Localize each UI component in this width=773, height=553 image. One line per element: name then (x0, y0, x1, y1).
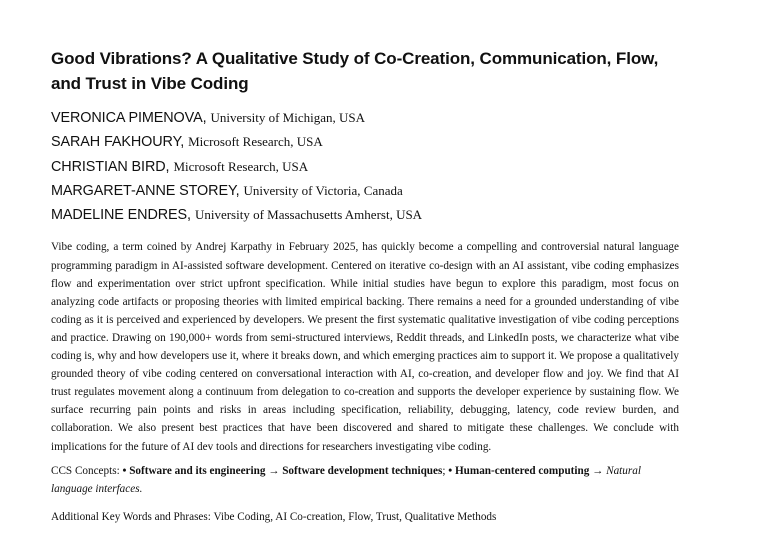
author-entry (51, 155, 679, 179)
keywords: Additional Key Words and Phrases: Vibe Coding, AI Co-creation, Flow, Trust, Qualitative Methods (51, 510, 497, 523)
ccs-end: . (139, 482, 143, 495)
ccs-subconcept: Software development techniques (282, 464, 443, 477)
author-name: CHRISTIAN BIRD, (51, 158, 170, 175)
author-name: MADELINE ENDRES, (51, 207, 191, 224)
ccs-concept: Software and its engineering (129, 464, 266, 477)
ccs-bullet: • (122, 464, 130, 477)
author-affiliation: University of Victoria, Canada (243, 182, 403, 198)
abstract: Vibe coding, a term coined by Andrej Karpathy in February 2025, has quickly become a compelling and controversial natural language programming paradigm in AI-assisted software development. Centered on iterative co-design with an AI assistant, vibe coding emphasizes flow and experimentation over strict upfront specification. While initial studies have begun to explore this paradigm, most focus on analyzing code artifacts or proposing theories with limited empirical backing. There remains a need for a grounded understanding of vibe coding as it is perceived and experienced by developers. We present the first systematic qualitative investigation of vibe coding perceptions and practice. Drawing on 190,000+ words from semi-structured interviews, Reddit threads, and LinkedIn posts, we characterize what vibe coding is, why and how developers use it, where it breaks down, and which emerging practices aim to support it. We propose a qualitatively grounded theory of vibe coding centered on conversational interaction with AI, co-creation, and developer flow and joy. We find that AI trust regulates movement along a continuum from delegation to co-creation and supports the developer experience by sustaining flow. We surface recurring pain points and risks in areas including specification, reliability, debugging, latency, code review burden, and collaboration. We also present best practices that have been discovered and shared to mitigate these challenges. We conclude with implications for the future of AI dev tools and directions for researchers investigating vibe coding. (51, 241, 679, 453)
paper-page (51, 46, 679, 526)
author-name: MARGARET-ANNE STOREY, (51, 182, 240, 199)
ccs-concepts (51, 462, 679, 498)
author-affiliation: Microsoft Research, USA (188, 134, 323, 150)
ccs-concept: Human-centered computing (454, 464, 590, 477)
ccs-label: CCS Concepts: (51, 464, 123, 477)
author-affiliation: University of Michigan, USA (210, 110, 366, 125)
author-entry (51, 130, 679, 154)
author-affiliation: Microsoft Research, USA (173, 158, 309, 174)
ccs-separator: ; (442, 464, 449, 477)
author-affiliation: University of Massachusetts Amherst, USA (194, 207, 423, 223)
ccs-arrow: → (589, 464, 607, 477)
paper-title: Good Vibrations? A Qualitative Study of Co-Creation, Communication, Flow, and Trust in Vibe Coding (51, 49, 659, 93)
author-entry (51, 203, 679, 227)
ccs-subconcept: Natural language interfaces (51, 464, 641, 495)
author-entry (51, 106, 679, 130)
ccs-bullet: • (448, 464, 455, 477)
author-entry (51, 179, 679, 203)
ccs-arrow: → (265, 464, 283, 477)
author-name: SARAH FAKHOURY, (51, 134, 185, 151)
author-name: VERONICA PIMENOVA, (51, 110, 207, 126)
author-list (51, 106, 679, 227)
